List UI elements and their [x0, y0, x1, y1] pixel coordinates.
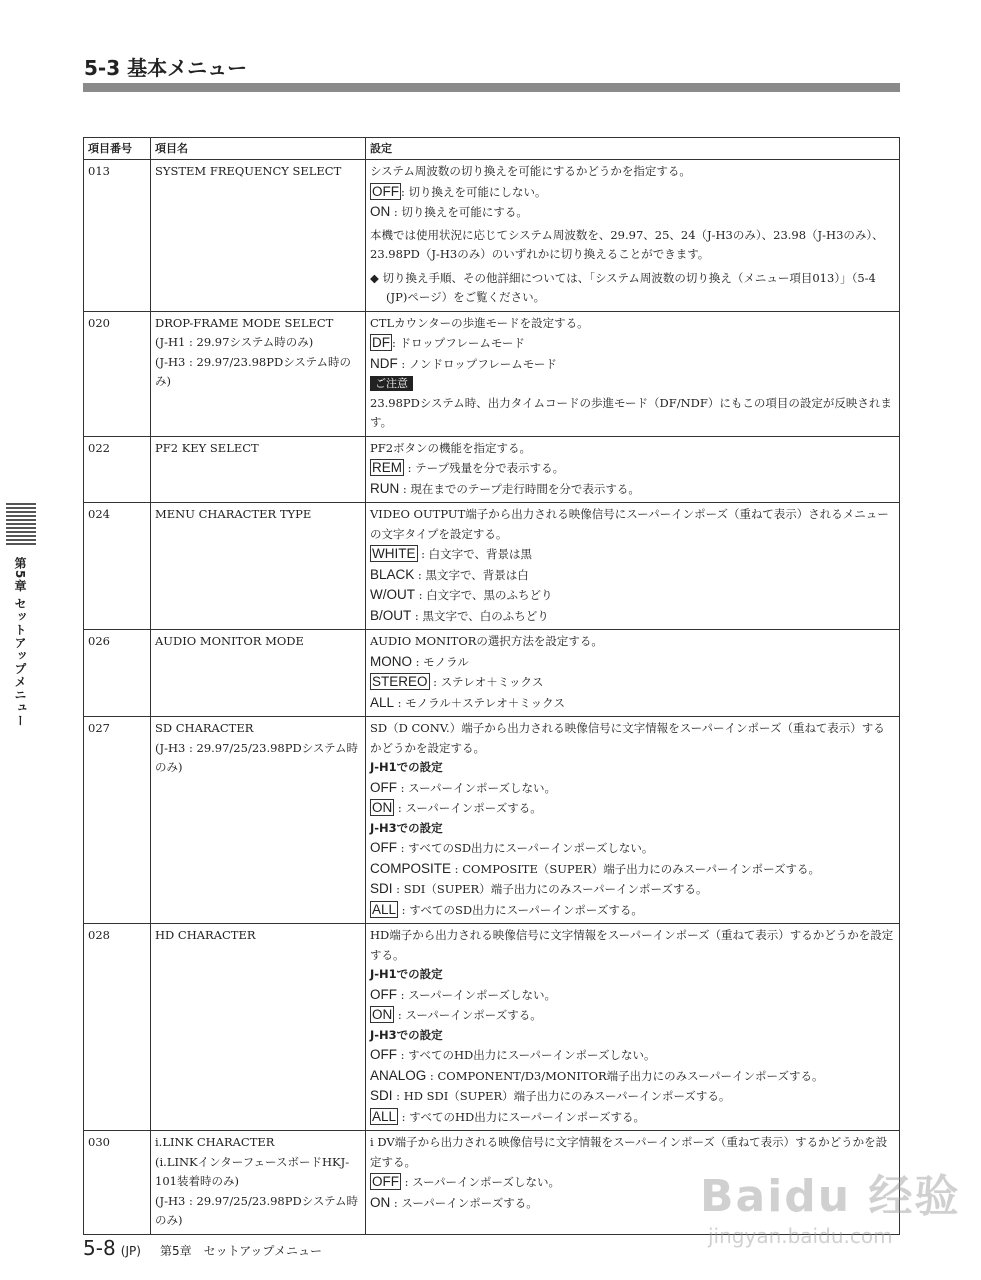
setting-text: VIDEO OUTPUT端子から出力される映像信号にスーパーインポーズ（重ねて表示）されるメニューの文字タイプを設定する。 — [370, 507, 889, 541]
header-bar — [83, 83, 900, 92]
setting-line — [370, 985, 895, 1006]
setting-line — [370, 778, 895, 799]
default-option: ALL — [372, 1108, 397, 1124]
item-name-line: (J-H3 : 29.97/25/23.98PDシステム時のみ) — [155, 740, 359, 774]
item-name-line: DROP-FRAME MODE SELECT — [155, 315, 334, 330]
default-option: ON — [372, 800, 393, 815]
setting-text: PF2ボタンの機能を指定する。 — [370, 440, 532, 455]
side-tab-label: 第5章 セットアップメニュー — [13, 557, 27, 728]
setting-line — [370, 1086, 895, 1107]
option-key: ON — [370, 204, 391, 219]
setting-line — [370, 479, 895, 500]
table-row — [84, 630, 900, 717]
option-key: W/OUT — [370, 587, 415, 602]
option-description: : テープ残量を分で表示する。 — [404, 461, 565, 475]
item-name-line: SYSTEM FREQUENCY SELECT — [155, 164, 342, 178]
option-description: : すべてのSD出力にスーパーインポーズしない。 — [397, 841, 654, 855]
option-key: OFF — [370, 779, 397, 795]
option-key: ANALOG — [370, 1067, 427, 1083]
setting-line — [370, 458, 895, 479]
default-option: ON — [372, 1007, 393, 1022]
item-name — [151, 160, 366, 312]
setting-line — [370, 202, 895, 223]
option-description: : モノラル — [412, 654, 469, 669]
setting-subheading: J-H1での設定 — [370, 760, 443, 774]
setting-line — [370, 758, 895, 778]
col-setting: 設定 — [366, 138, 900, 160]
option-description: : COMPOSITE（SUPER）端子出力にのみスーパーインポーズする。 — [451, 861, 820, 876]
setting-line — [370, 719, 895, 758]
option-key: BLACK — [370, 566, 415, 582]
setting-line — [370, 374, 895, 394]
option-description: : スーパーインポーズする。 — [394, 801, 542, 815]
watermark-url: jingyan.baidu.com — [708, 1224, 893, 1248]
setting-line — [370, 672, 895, 693]
setting-line — [370, 1026, 895, 1046]
option-description: : HD SDI（SUPER）端子出力にのみスーパーインポーズする。 — [392, 1089, 731, 1103]
setting-line — [370, 926, 895, 965]
option-description: : すべてのSD出力にスーパーインポーズする。 — [398, 902, 643, 917]
caution-label: ご注意 — [370, 376, 413, 391]
setting-line — [370, 798, 895, 819]
option-description: : ノンドロップフレームモード — [397, 356, 557, 371]
table-row — [84, 924, 900, 1131]
setting-line — [370, 162, 895, 182]
item-number: 022 — [84, 436, 151, 503]
default-option: ALL — [372, 901, 397, 917]
page-footer — [83, 1236, 322, 1260]
setting-line — [370, 632, 895, 652]
setting-subheading: J-H3での設定 — [370, 1027, 443, 1042]
setting-line — [370, 505, 895, 544]
col-item-name: 項目名 — [151, 138, 366, 160]
section-title: 5-3 基本メニュー — [84, 56, 248, 80]
option-description: : スーパーインポーズしない。 — [401, 1175, 560, 1189]
setting-line — [370, 1045, 895, 1066]
item-name-line: i.LINK CHARACTER — [155, 1135, 275, 1149]
default-option: WHITE — [372, 546, 416, 561]
option-description: : すべてのHD出力にスーパーインポーズしない。 — [397, 1048, 656, 1062]
watermark-brand: Baidu 经验 — [700, 1171, 961, 1222]
setting-line — [370, 1066, 895, 1087]
option-description: : 現在までのテープ走行時間を分で表示する。 — [399, 481, 640, 496]
item-setting — [366, 630, 900, 717]
item-name-line: AUDIO MONITOR MODE — [155, 634, 304, 648]
option-description: : ドロップフレームモード — [392, 336, 525, 350]
item-name — [151, 630, 366, 717]
page-suffix: (JP) — [120, 1244, 141, 1258]
option-key: SDI — [370, 1088, 393, 1103]
footer-chapter: 第5章 セットアップメニュー — [160, 1244, 322, 1258]
setting-line — [370, 606, 895, 627]
item-name — [151, 311, 366, 436]
option-key: B/OUT — [370, 607, 412, 623]
setting-line — [370, 226, 895, 265]
item-name — [151, 1131, 366, 1235]
item-number: 020 — [84, 311, 151, 436]
option-key: SDI — [370, 881, 393, 896]
default-option: OFF — [372, 1174, 399, 1189]
option-description: : モノラル＋ステレオ＋ミックス — [394, 695, 565, 710]
chapter-side-tab — [6, 503, 36, 728]
setting-text: AUDIO MONITORの選択方法を設定する。 — [370, 634, 603, 648]
setting-line — [370, 439, 895, 459]
item-name — [151, 717, 366, 924]
item-name-line: (i.LINKインターフェースボードHKJ-101装着時のみ) — [155, 1154, 350, 1188]
table-row — [84, 436, 900, 503]
setting-text: CTLカウンターの歩進モードを設定する。 — [370, 315, 589, 330]
item-number: 013 — [84, 160, 151, 312]
setting-subheading: J-H3での設定 — [370, 820, 443, 835]
item-setting — [366, 160, 900, 312]
option-description: : 白文字で、黒のふちどり — [415, 588, 553, 602]
option-description: : スーパーインポーズする。 — [390, 1195, 538, 1210]
setting-text: HD端子から出力される映像信号に文字情報をスーパーインポーズ（重ねて表示）するかどうかを設定する。 — [370, 928, 894, 962]
item-number: 026 — [84, 630, 151, 717]
setting-subheading: J-H1での設定 — [370, 967, 443, 981]
setting-line — [370, 1107, 895, 1128]
option-description: : 切り換えを可能にする。 — [390, 205, 528, 219]
setting-line — [370, 314, 895, 334]
setting-text: SD（D CONV.）端子から出力される映像信号に文字情報をスーパーインポーズ（重ねて表示）するかどうかを設定する。 — [370, 721, 885, 755]
setting-line — [370, 585, 895, 606]
option-key: OFF — [370, 840, 397, 855]
option-description: : スーパーインポーズしない。 — [397, 780, 556, 795]
setting-line — [370, 900, 895, 921]
item-name — [151, 436, 366, 503]
setting-line — [370, 652, 895, 673]
item-name — [151, 924, 366, 1131]
col-item-number: 項目番号 — [84, 138, 151, 160]
item-name — [151, 503, 366, 630]
setting-line — [370, 693, 895, 714]
option-description: : SDI（SUPER）端子出力にのみスーパーインポーズする。 — [392, 882, 708, 896]
setting-line — [370, 565, 895, 586]
option-key: MONO — [370, 653, 412, 669]
item-setting — [366, 503, 900, 630]
default-option: REM — [372, 460, 402, 475]
setting-text: 23.98PDシステム時、出力タイムコードの歩進モード（DF/NDF）にもこの項目の設定が反映されます。 — [370, 395, 892, 429]
item-number: 028 — [84, 924, 151, 1131]
setting-line — [370, 859, 895, 880]
setting-line — [370, 879, 895, 900]
item-name-line: PF2 KEY SELECT — [155, 440, 259, 455]
option-key: OFF — [370, 986, 397, 1002]
option-key: COMPOSITE — [370, 860, 452, 876]
item-setting — [366, 436, 900, 503]
setting-line — [370, 333, 895, 354]
watermark — [700, 1160, 960, 1248]
setting-text: i DV端子から出力される映像信号に文字情報をスーパーインポーズ（重ねて表示）するかどうかを設定する。 — [370, 1135, 888, 1169]
setting-line — [370, 544, 895, 565]
option-description: : 切り換えを可能にしない。 — [401, 184, 547, 199]
setting-line — [370, 1005, 895, 1026]
table-row — [84, 717, 900, 924]
setting-line — [370, 182, 895, 203]
item-name-line: HD CHARACTER — [155, 928, 256, 942]
item-name-line: (J-H1 : 29.97システム時のみ) — [155, 335, 314, 349]
option-description: : 黒文字で、白のふちどり — [411, 608, 549, 623]
item-name-line: MENU CHARACTER TYPE — [155, 507, 312, 521]
page-number: 5-8 — [83, 1236, 116, 1260]
option-key: ON — [370, 1194, 391, 1210]
option-key: RUN — [370, 480, 400, 496]
default-option: DF — [372, 335, 390, 350]
option-description: : 白文字で、背景は黒 — [417, 547, 532, 561]
table-row — [84, 160, 900, 312]
menu-table — [83, 137, 900, 1235]
setting-line — [370, 394, 895, 433]
setting-line — [370, 354, 895, 375]
option-description: : スーパーインポーズしない。 — [397, 987, 556, 1002]
option-key: ALL — [370, 694, 395, 710]
setting-text: システム周波数の切り換えを可能にするかどうかを指定する。 — [370, 164, 691, 178]
item-number: 030 — [84, 1131, 151, 1235]
setting-text: ◆ 切り換え手順、その他詳細については、「システム周波数の切り換え（メニュー項目013）」（5-4 (JP)ページ）をご覧ください。 — [370, 270, 876, 304]
option-key: OFF — [370, 1047, 397, 1062]
option-description: : 黒文字で、背景は白 — [414, 567, 529, 582]
default-option: OFF — [372, 183, 399, 199]
setting-line — [370, 819, 895, 839]
item-number: 024 — [84, 503, 151, 630]
option-description: : スーパーインポーズする。 — [394, 1008, 542, 1022]
table-row — [84, 503, 900, 630]
option-key: NDF — [370, 355, 398, 371]
table-row — [84, 311, 900, 436]
default-option: STEREO — [372, 674, 428, 689]
setting-line — [370, 838, 895, 859]
item-setting — [366, 717, 900, 924]
item-setting — [366, 924, 900, 1131]
item-name-line: SD CHARACTER — [155, 721, 254, 735]
setting-line — [370, 965, 895, 985]
item-name-line: (J-H3 : 29.97/25/23.98PDシステム時のみ) — [155, 1193, 359, 1227]
option-description: : すべてのHD出力にスーパーインポーズする。 — [398, 1109, 646, 1124]
option-description: : COMPONENT/D3/MONITOR端子出力にのみスーパーインポーズする。 — [426, 1068, 824, 1083]
setting-text: 本機では使用状況に応じてシステム周波数を、29.97、25、24（J-H3のみ）、23.98（J-H3のみ）、23.98PD（J-H3のみ）のいずれかに切り換えることができます。 — [370, 227, 884, 261]
setting-line — [370, 269, 895, 308]
option-description: : ステレオ＋ミックス — [429, 675, 544, 689]
item-number: 027 — [84, 717, 151, 924]
item-setting — [366, 311, 900, 436]
table-header — [84, 138, 900, 160]
item-name-line: (J-H3 : 29.97/23.98PDシステム時のみ) — [155, 354, 352, 388]
